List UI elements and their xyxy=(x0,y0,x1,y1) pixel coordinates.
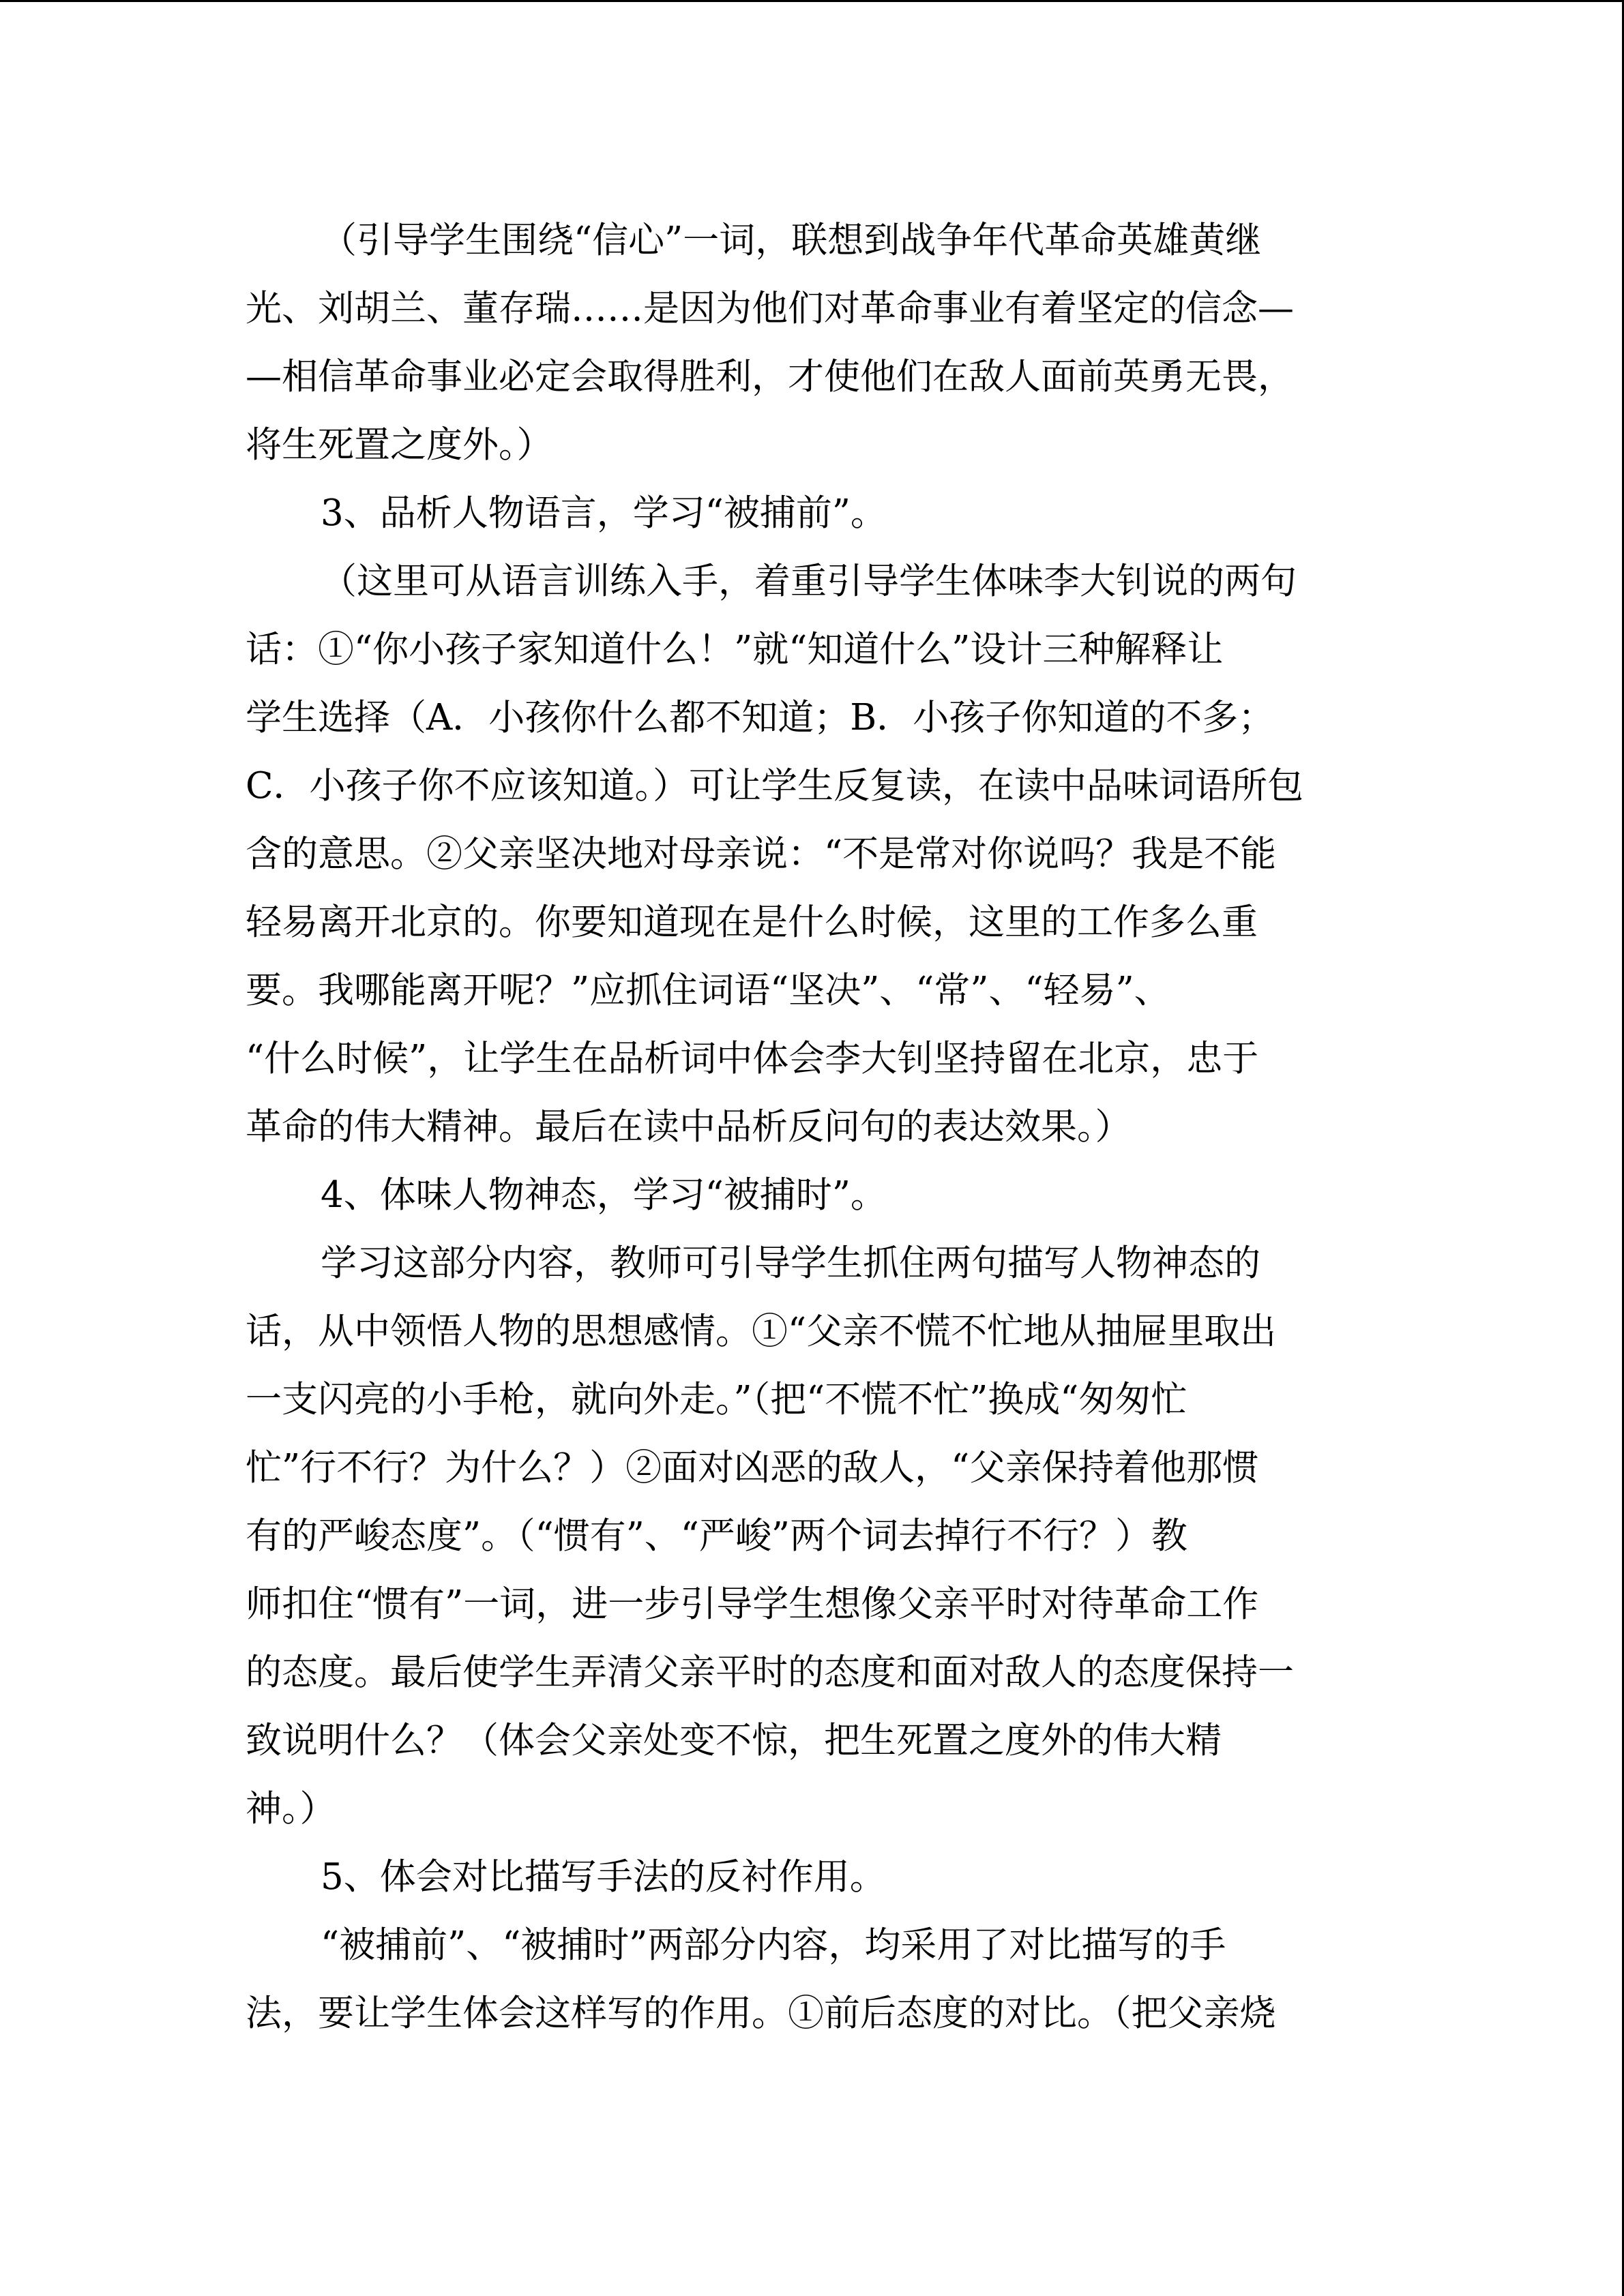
text-line: —相信革命事业必定会取得胜利，才使他们在敌人面前英勇无畏， xyxy=(246,356,1294,398)
text-line: 的态度。最后使学生弄清父亲平时的态度和面对敌人的态度保持一 xyxy=(246,1652,1294,1693)
text-line: 法，要让学生体会这样写的作用。①前后态度的对比。（把父亲烧 xyxy=(246,1993,1276,2034)
text-line: 师扣住“惯有”一词，进一步引导学生想像父亲平时对待革命工作 xyxy=(246,1583,1259,1625)
text-line: 话，从中领悟人物的思想感情。①“父亲不慌不忙地从抽屉里取出 xyxy=(246,1311,1277,1352)
text-line: 4、体味人物神态，学习“被捕时”。 xyxy=(321,1174,887,1216)
text-line: 学生选择（A．小孩你什么都不知道；B．小孩子你知道的不多； xyxy=(246,697,1275,739)
text-line: （引导学生围绕“信心”一词，联想到战争年代革命英雄黄继 xyxy=(321,220,1262,261)
text-line: 轻易离开北京的。你要知道现在是什么时候，这里的工作多么重 xyxy=(246,901,1258,943)
text-line: 要。我哪能离开呢？”应抓住词语“坚决”、“常”、“轻易”、 xyxy=(246,970,1170,1011)
text-line: 3、品析人物语言，学习“被捕前”。 xyxy=(321,492,887,534)
text-line: 含的意思。②父亲坚决地对母亲说：“不是常对你说吗？我是不能 xyxy=(246,833,1277,875)
text-line: 神。） xyxy=(246,1788,336,1830)
text-line: 话：①“你小孩子家知道什么！”就“知道什么”设计三种解释让 xyxy=(246,629,1224,670)
text-line: 革命的伟大精神。最后在读中品析反问句的表达效果。） xyxy=(246,1106,1132,1148)
text-line: （这里可从语言训练入手，着重引导学生体味李大钊说的两句 xyxy=(321,561,1297,602)
text-line: 光、刘胡兰、董存瑞……是因为他们对革命事业有着坚定的信念— xyxy=(246,288,1294,329)
text-line: 一支闪亮的小手枪，就向外走。”（把“不慌不忙”换成“匆匆忙 xyxy=(246,1379,1187,1420)
text-line: 5、体会对比描写手法的反衬作用。 xyxy=(321,1856,886,1898)
text-line: “被捕前”、“被捕时”两部分内容，均采用了对比描写的手 xyxy=(321,1924,1226,1966)
text-line: C．小孩子你不应该知道。）可让学生反复读，在读中品味词语所包 xyxy=(246,765,1304,807)
text-line: 学习这部分内容，教师可引导学生抓住两句描写人物神态的 xyxy=(321,1242,1260,1284)
text-line: 致说明什么？（体会父亲处变不惊，把生死置之度外的伟大精 xyxy=(246,1720,1222,1761)
text-line: “什么时候”，让学生在品析词中体会李大钊坚持留在北京，忠于 xyxy=(246,1038,1259,1079)
text-line: 将生死置之度外。） xyxy=(246,424,553,466)
text-line: 有的严峻态度”。（“惯有”、“严峻”两个词去掉行不行？）教 xyxy=(246,1515,1187,1557)
text-line: 忙”行不行？为什么？）②面对凶恶的敌人，“父亲保持着他那惯 xyxy=(246,1447,1259,1489)
